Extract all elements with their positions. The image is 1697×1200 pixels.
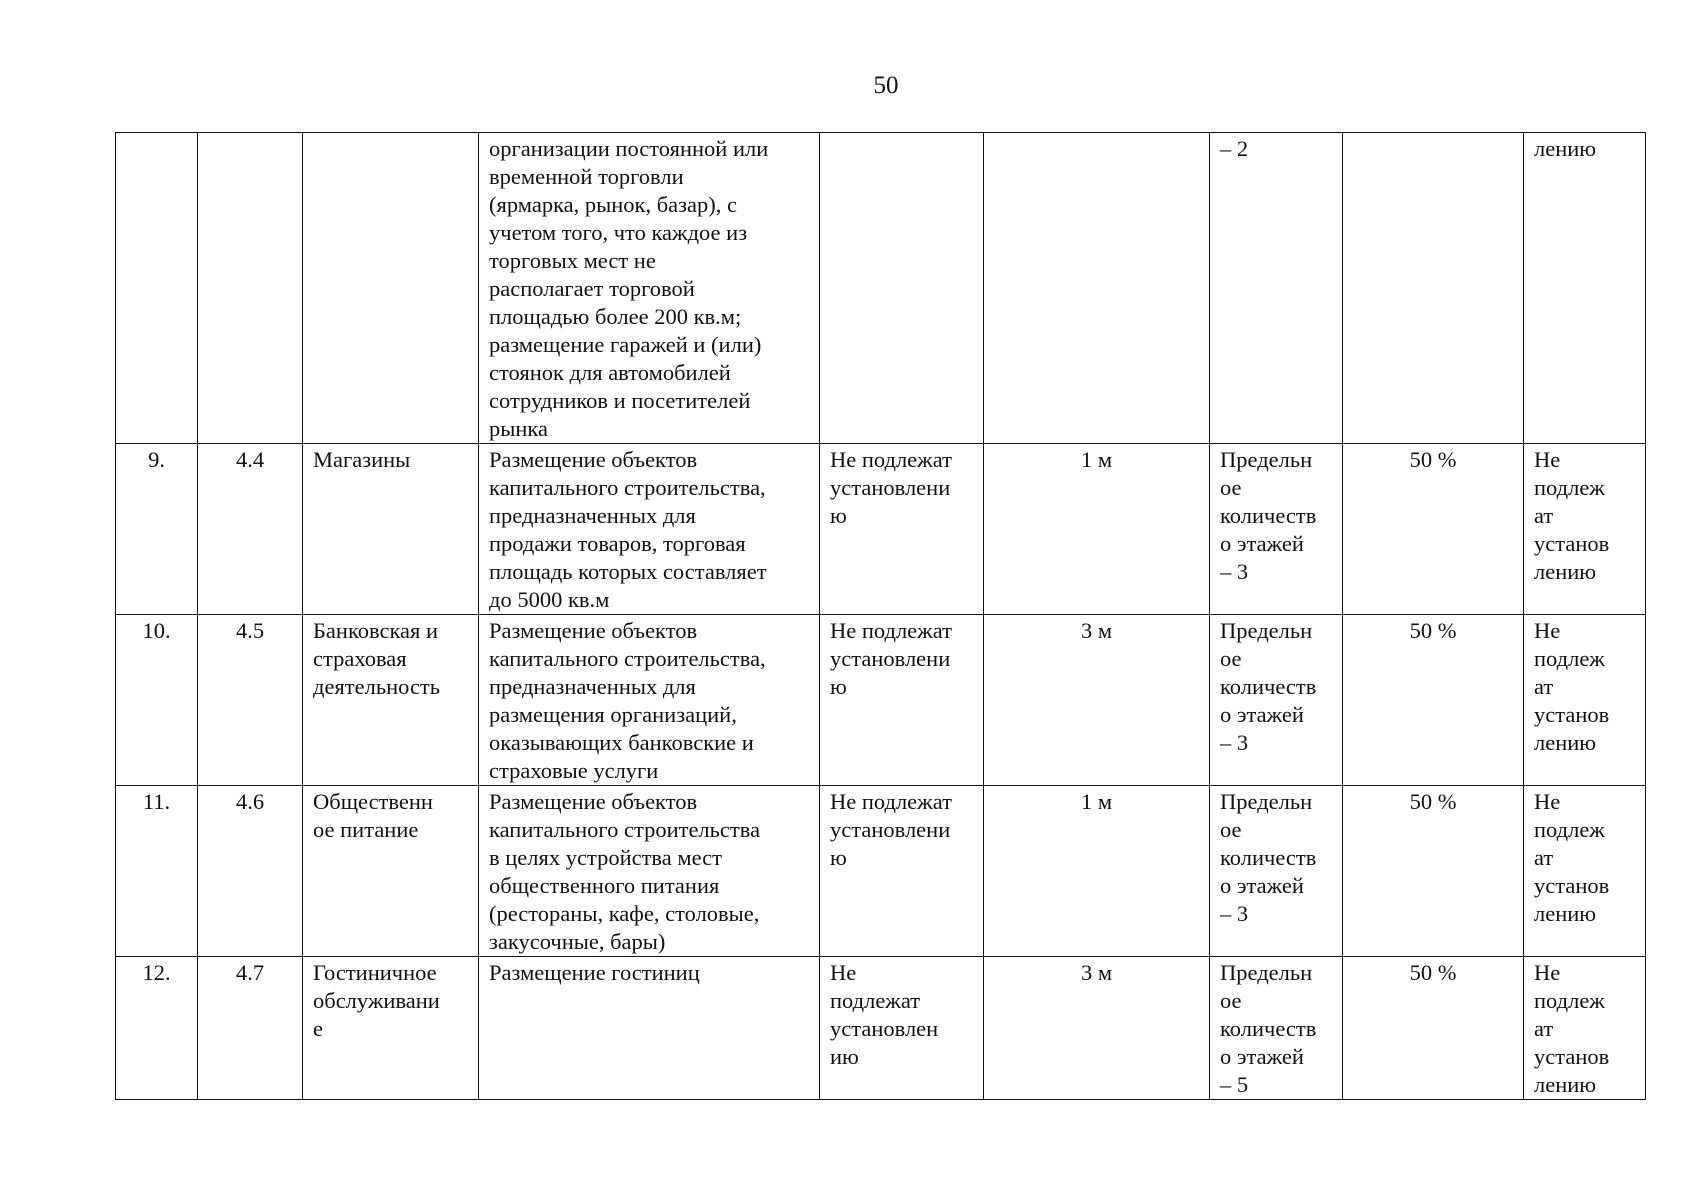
- cell-line: рынка: [489, 416, 548, 441]
- cell-line: установлени: [830, 817, 951, 842]
- cell-line: размещения организаций,: [489, 702, 737, 727]
- cell-line: подлеж: [1534, 646, 1605, 671]
- min-indent-cell: 1 м: [984, 444, 1210, 615]
- use-name-cell: [303, 615, 479, 786]
- cell-line: подлеж: [1534, 817, 1605, 842]
- cell-line: стоянок для автомобилей: [489, 360, 731, 385]
- regulations-table: [115, 132, 1646, 1100]
- cell-line: о этажей: [1220, 1044, 1304, 1069]
- cell-line: Предельн: [1220, 960, 1313, 985]
- table-row: [116, 444, 1646, 615]
- cell-line: Общественн: [313, 789, 433, 814]
- plot-size-cell: [820, 133, 984, 444]
- cell-line: ат: [1534, 1016, 1554, 1041]
- cell-line: Предельн: [1220, 789, 1313, 814]
- cell-line: лению: [1534, 136, 1597, 161]
- cell-line: ое: [1220, 817, 1242, 842]
- cell-line: лению: [1534, 559, 1597, 584]
- min-indent-cell: 1 м: [984, 786, 1210, 957]
- min-indent-cell: [984, 133, 1210, 444]
- cell-line: торговых мест не: [489, 248, 656, 273]
- use-name-cell: [303, 133, 479, 444]
- use-description-cell: [479, 957, 820, 1100]
- cell-line: капитального строительства,: [489, 475, 766, 500]
- cell-line: установлени: [830, 646, 951, 671]
- cell-line: страховая: [313, 646, 407, 671]
- use-name-cell: [303, 957, 479, 1100]
- cell-line: подлеж: [1534, 475, 1605, 500]
- other-params-cell: [1524, 786, 1646, 957]
- cell-line: установлени: [830, 475, 951, 500]
- table-row: [116, 957, 1646, 1100]
- plot-size-cell: [820, 957, 984, 1100]
- cell-line: Не подлежат: [830, 447, 952, 472]
- cell-line: предназначенных для: [489, 674, 696, 699]
- cell-line: Не: [1534, 618, 1561, 643]
- plot-size-cell: [820, 444, 984, 615]
- cell-line: ое: [1220, 988, 1242, 1013]
- use-code-cell: [198, 133, 303, 444]
- cell-line: размещение гаражей и (или): [489, 332, 762, 357]
- cell-line: ое: [1220, 475, 1242, 500]
- use-code-cell: 4.4: [198, 444, 303, 615]
- cell-line: количеств: [1220, 1016, 1317, 1041]
- cell-line: – 2: [1220, 136, 1249, 161]
- cell-line: ое: [1220, 646, 1242, 671]
- cell-line: ию: [830, 1044, 859, 1069]
- cell-line: лению: [1534, 1072, 1597, 1097]
- cell-line: деятельность: [313, 674, 441, 699]
- cell-line: ат: [1534, 845, 1554, 870]
- max-floors-cell: [1210, 957, 1343, 1100]
- max-coverage-cell: 50 %: [1343, 615, 1524, 786]
- cell-line: установ: [1534, 873, 1610, 898]
- page-number: 50: [873, 72, 899, 99]
- max-coverage-cell: 50 %: [1343, 786, 1524, 957]
- cell-line: сотрудников и посетителей: [489, 388, 751, 413]
- use-description-cell: [479, 615, 820, 786]
- cell-line: в целях устройства мест: [489, 845, 722, 870]
- cell-line: установ: [1534, 1044, 1610, 1069]
- cell-line: – 3: [1220, 559, 1249, 584]
- other-params-cell: [1524, 133, 1646, 444]
- cell-line: ое питание: [313, 817, 419, 842]
- cell-line: Не подлежат: [830, 789, 952, 814]
- cell-line: установ: [1534, 702, 1610, 727]
- cell-line: ю: [830, 503, 847, 528]
- use-description-cell: [479, 133, 820, 444]
- cell-line: Банковская и: [313, 618, 439, 643]
- cell-line: обслуживани: [313, 988, 440, 1013]
- cell-line: капитального строительства: [489, 817, 761, 842]
- cell-line: количеств: [1220, 674, 1317, 699]
- cell-line: Размещение гостиниц: [489, 960, 700, 985]
- cell-line: Размещение объектов: [489, 447, 698, 472]
- other-params-cell: [1524, 444, 1646, 615]
- cell-line: Гостиничное: [313, 960, 437, 985]
- cell-line: – 3: [1220, 730, 1249, 755]
- cell-line: лению: [1534, 730, 1597, 755]
- row-number-cell: [116, 133, 198, 444]
- max-floors-cell: [1210, 615, 1343, 786]
- cell-line: о этажей: [1220, 873, 1304, 898]
- cell-line: капитального строительства,: [489, 646, 766, 671]
- cell-line: Не: [1534, 960, 1561, 985]
- cell-line: Размещение объектов: [489, 618, 698, 643]
- max-floors-cell: [1210, 133, 1343, 444]
- table-row: [116, 133, 1646, 444]
- cell-line: Предельн: [1220, 447, 1313, 472]
- cell-line: – 5: [1220, 1072, 1249, 1097]
- cell-line: о этажей: [1220, 531, 1304, 556]
- cell-line: Размещение объектов: [489, 789, 698, 814]
- use-name-cell: [303, 444, 479, 615]
- cell-line: установлен: [830, 1016, 939, 1041]
- other-params-cell: [1524, 957, 1646, 1100]
- cell-line: площадь которых составляет: [489, 559, 767, 584]
- cell-line: располагает торговой: [489, 276, 695, 301]
- plot-size-cell: [820, 615, 984, 786]
- cell-line: продажи товаров, торговая: [489, 531, 746, 556]
- plot-size-cell: [820, 786, 984, 957]
- cell-line: Не: [1534, 447, 1561, 472]
- cell-line: ат: [1534, 674, 1554, 699]
- table-body: [116, 133, 1646, 1100]
- cell-line: ю: [830, 674, 847, 699]
- cell-line: подлежат: [830, 988, 921, 1013]
- max-coverage-cell: 50 %: [1343, 444, 1524, 615]
- cell-line: Не подлежат: [830, 618, 952, 643]
- min-indent-cell: 3 м: [984, 615, 1210, 786]
- cell-line: предназначенных для: [489, 503, 696, 528]
- table-row: [116, 786, 1646, 957]
- row-number-cell: 12.: [116, 957, 198, 1100]
- other-params-cell: [1524, 615, 1646, 786]
- cell-line: количеств: [1220, 503, 1317, 528]
- row-number-cell: 11.: [116, 786, 198, 957]
- cell-line: ат: [1534, 503, 1554, 528]
- cell-line: учетом того, что каждое из: [489, 220, 748, 245]
- cell-line: площадью более 200 кв.м;: [489, 304, 742, 329]
- cell-line: – 3: [1220, 901, 1249, 926]
- cell-line: Предельн: [1220, 618, 1313, 643]
- max-floors-cell: [1210, 444, 1343, 615]
- use-description-cell: [479, 444, 820, 615]
- cell-line: общественного питания: [489, 873, 720, 898]
- min-indent-cell: 3 м: [984, 957, 1210, 1100]
- max-coverage-cell: [1343, 133, 1524, 444]
- cell-line: е: [313, 1016, 323, 1041]
- cell-line: Не: [1534, 789, 1561, 814]
- cell-line: лению: [1534, 901, 1597, 926]
- cell-line: закусочные, бары): [489, 929, 666, 954]
- cell-line: установ: [1534, 531, 1610, 556]
- cell-line: подлеж: [1534, 988, 1605, 1013]
- cell-line: временной торговли: [489, 164, 684, 189]
- cell-line: Магазины: [313, 447, 411, 472]
- use-code-cell: 4.7: [198, 957, 303, 1100]
- cell-line: Не: [830, 960, 857, 985]
- row-number-cell: 9.: [116, 444, 198, 615]
- cell-line: оказывающих банковские и: [489, 730, 754, 755]
- use-code-cell: 4.5: [198, 615, 303, 786]
- cell-line: ю: [830, 845, 847, 870]
- use-code-cell: 4.6: [198, 786, 303, 957]
- use-name-cell: [303, 786, 479, 957]
- cell-line: организации постоянной или: [489, 136, 769, 161]
- table-row: [116, 615, 1646, 786]
- cell-line: до 5000 кв.м: [489, 587, 610, 612]
- cell-line: количеств: [1220, 845, 1317, 870]
- cell-line: страховые услуги: [489, 758, 659, 783]
- max-floors-cell: [1210, 786, 1343, 957]
- cell-line: (рестораны, кафе, столовые,: [489, 901, 760, 926]
- cell-line: о этажей: [1220, 702, 1304, 727]
- cell-line: (ярмарка, рынок, базар), с: [489, 192, 738, 217]
- use-description-cell: [479, 786, 820, 957]
- max-coverage-cell: 50 %: [1343, 957, 1524, 1100]
- row-number-cell: 10.: [116, 615, 198, 786]
